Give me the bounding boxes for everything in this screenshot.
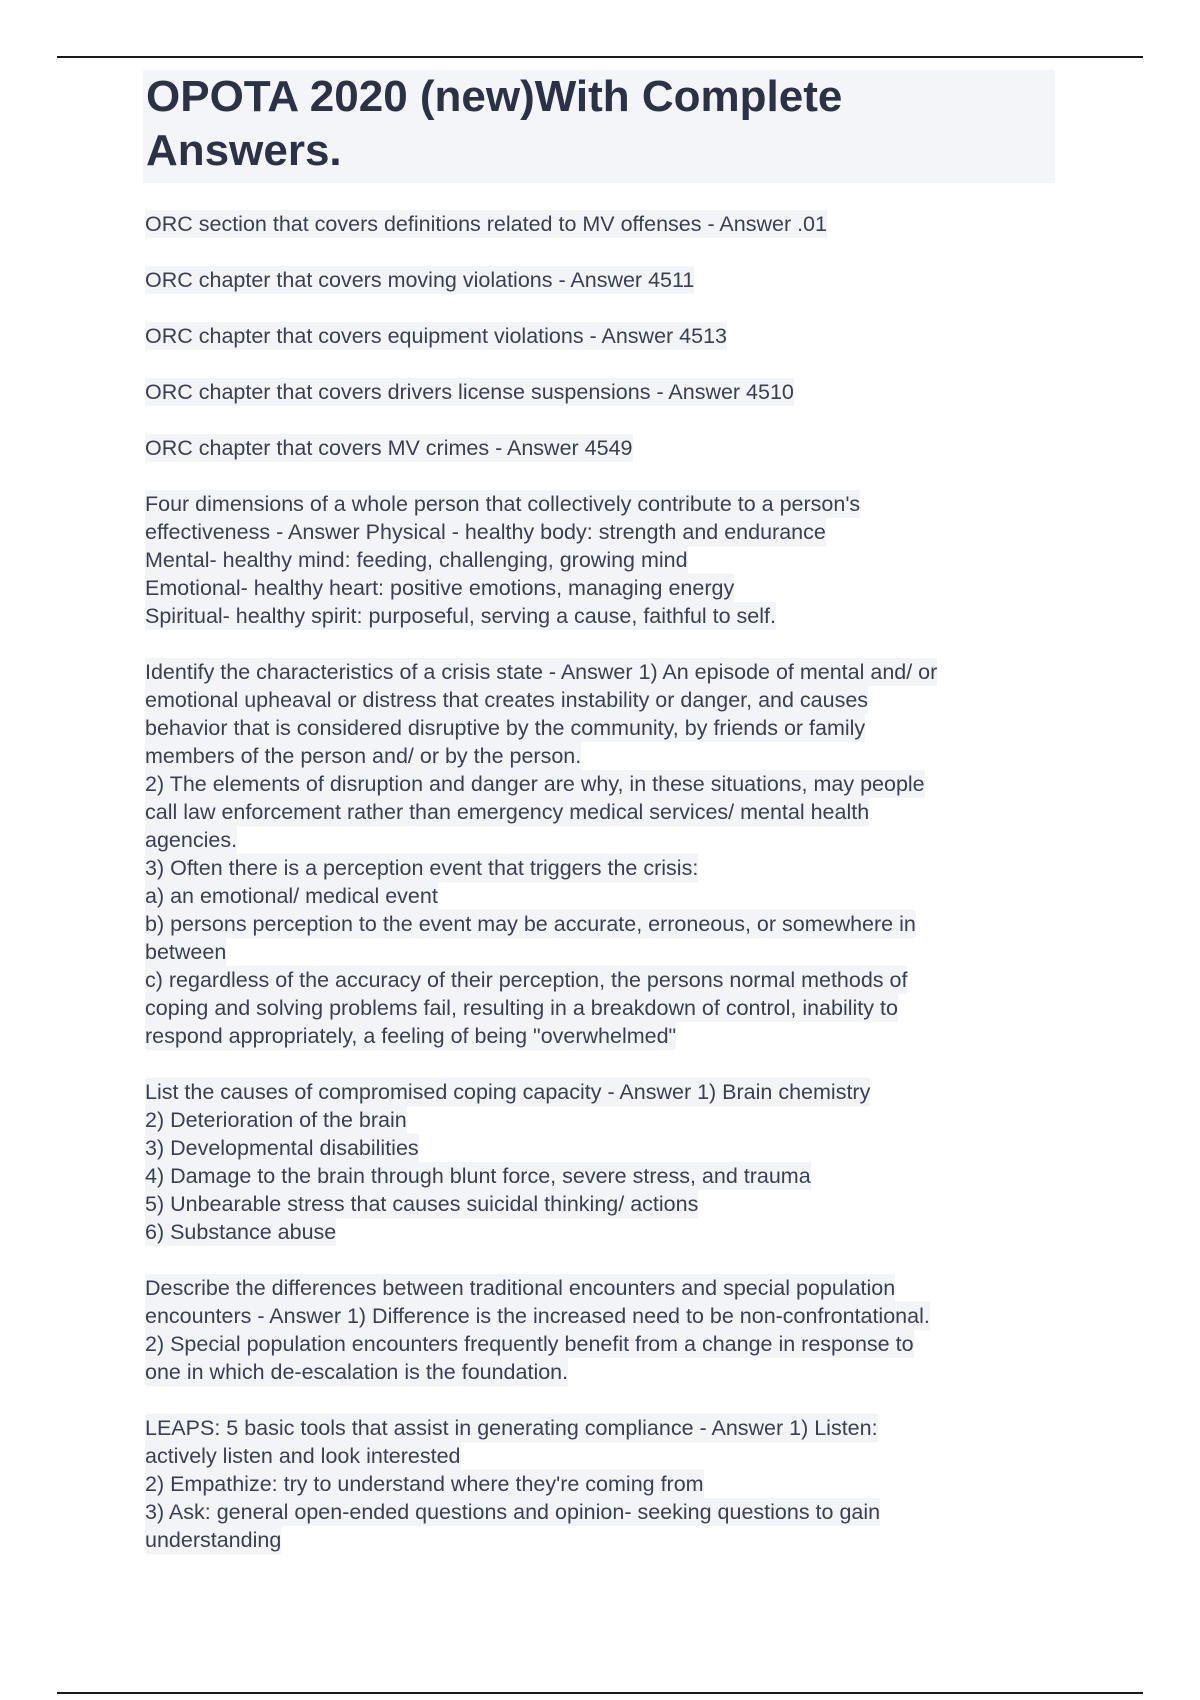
- qa-line: 3) Often there is a perception event that triggers the crisis:: [145, 856, 699, 880]
- qa-line: List the causes of compromised coping capacity - Answer 1) Brain chemistry: [145, 1080, 871, 1104]
- qa-line: one in which de-escalation is the foundation.: [145, 1360, 569, 1384]
- qa-line: ORC chapter that covers moving violations - Answer 4511: [145, 268, 695, 292]
- qa-line: encounters - Answer 1) Difference is the increased need to be non-confrontational.: [145, 1304, 930, 1328]
- qa-line: Four dimensions of a whole person that collectively contribute to a person's: [145, 492, 861, 516]
- qa-line: behavior that is considered disruptive by the community, by friends or family: [145, 716, 866, 740]
- qa-line: agencies.: [145, 828, 238, 852]
- qa-line: Spiritual- healthy spirit: purposeful, serving a cause, faithful to self.: [145, 604, 776, 628]
- qa-line: 2) Empathize: try to understand where they're coming from: [145, 1472, 704, 1496]
- qa-item: [145, 322, 1065, 350]
- qa-line: call law enforcement rather than emergency medical services/ mental health: [145, 800, 870, 824]
- qa-line: 3) Developmental disabilities: [145, 1136, 419, 1160]
- qa-item: [145, 210, 1065, 238]
- qa-line: coping and solving problems fail, resulting in a breakdown of control, inability to: [145, 996, 898, 1020]
- qa-line: LEAPS: 5 basic tools that assist in generating compliance - Answer 1) Listen:: [145, 1416, 878, 1440]
- qa-line: ORC chapter that covers MV crimes - Answer 4549: [145, 436, 633, 460]
- qa-item: [145, 1414, 1065, 1554]
- qa-line: 3) Ask: general open-ended questions and opinion- seeking questions to gain: [145, 1500, 881, 1524]
- qa-item: [145, 434, 1065, 462]
- qa-line: b) persons perception to the event may be accurate, erroneous, or somewhere in: [145, 912, 916, 936]
- qa-line: 6) Substance abuse: [145, 1220, 337, 1244]
- qa-line: between: [145, 940, 227, 964]
- qa-line: 2) Special population encounters frequently benefit from a change in response to: [145, 1332, 914, 1356]
- qa-line: understanding: [145, 1528, 282, 1552]
- qa-item: [145, 378, 1065, 406]
- qa-line: ORC chapter that covers drivers license suspensions - Answer 4510: [145, 380, 794, 404]
- qa-line: 5) Unbearable stress that causes suicidal thinking/ actions: [145, 1192, 699, 1216]
- qa-line: ORC chapter that covers equipment violations - Answer 4513: [145, 324, 727, 348]
- qa-item: [145, 658, 1065, 1050]
- qa-line: Identify the characteristics of a crisis state - Answer 1) An episode of mental and/ or: [145, 660, 938, 684]
- qa-item: [145, 266, 1065, 294]
- qa-line: ORC section that covers definitions related to MV offenses - Answer .01: [145, 212, 827, 236]
- top-rule: [57, 56, 1143, 58]
- qa-line: a) an emotional/ medical event: [145, 884, 438, 908]
- qa-item: [145, 1078, 1065, 1246]
- qa-line: emotional upheaval or distress that creates instability or danger, and causes: [145, 688, 869, 712]
- bottom-rule: [57, 1692, 1143, 1694]
- qa-line: 2) Deterioration of the brain: [145, 1108, 407, 1132]
- qa-line: 2) The elements of disruption and danger are why, in these situations, may people: [145, 772, 925, 796]
- qa-line: c) regardless of the accuracy of their perception, the persons normal methods of: [145, 968, 908, 992]
- qa-line: Emotional- healthy heart: positive emotions, managing energy: [145, 576, 735, 600]
- qa-list: [145, 210, 1065, 1582]
- qa-line: Mental- healthy mind: feeding, challenging, growing mind: [145, 548, 688, 572]
- qa-line: effectiveness - Answer Physical - healthy body: strength and endurance: [145, 520, 826, 544]
- qa-line: actively listen and look interested: [145, 1444, 461, 1468]
- page-title: OPOTA 2020 (new)With Complete Answers.: [146, 72, 843, 175]
- qa-line: Describe the differences between traditional encounters and special population: [145, 1276, 896, 1300]
- qa-line: respond appropriately, a feeling of being "overwhelmed": [145, 1024, 677, 1048]
- qa-line: members of the person and/ or by the person.: [145, 744, 582, 768]
- qa-item: [145, 1274, 1065, 1386]
- qa-item: [145, 490, 1065, 630]
- qa-line: 4) Damage to the brain through blunt force, severe stress, and trauma: [145, 1164, 811, 1188]
